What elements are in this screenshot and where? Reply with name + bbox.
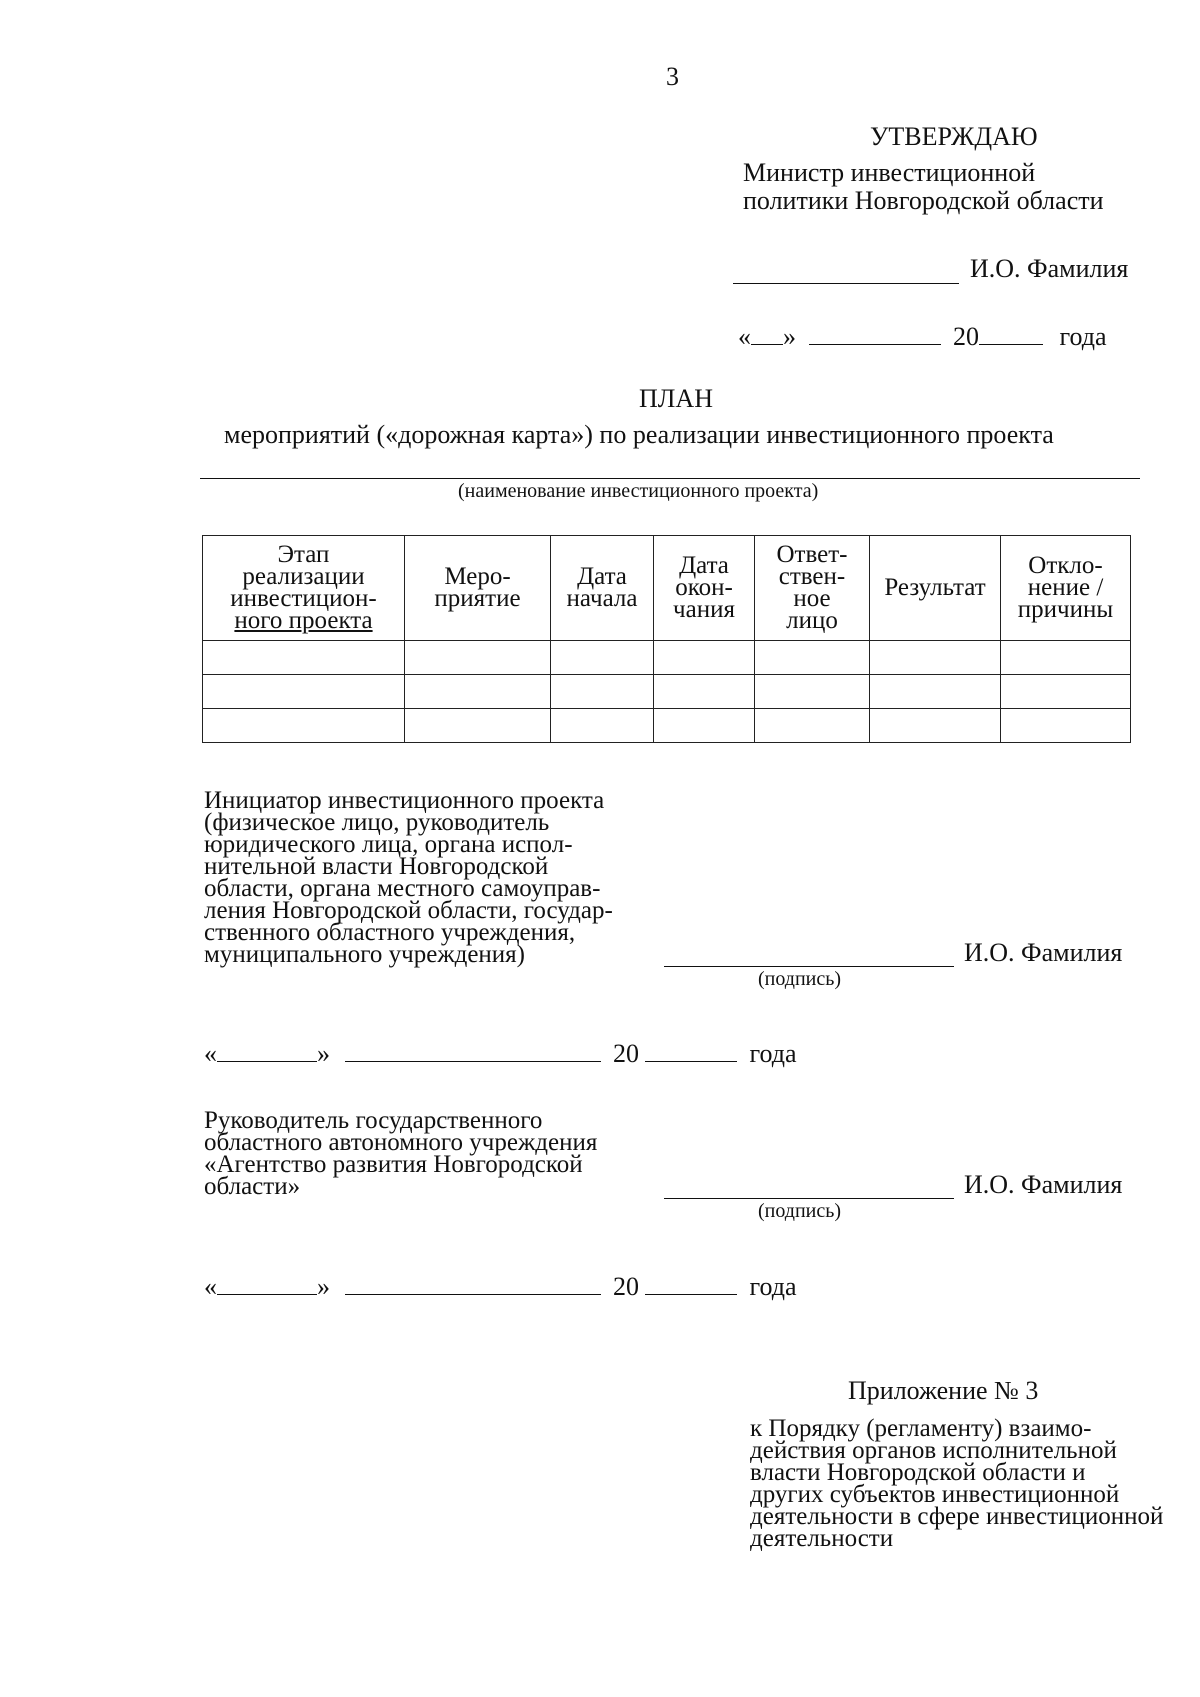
header-line: ного проекта (234, 607, 373, 634)
header-line: нение / (1027, 574, 1104, 601)
table-cell (551, 709, 654, 743)
director-date (204, 1272, 797, 1302)
header-line: приятие (434, 585, 521, 612)
approval-heading: УТВЕРЖДАЮ (870, 122, 1038, 151)
table-cell (654, 709, 755, 743)
header-line: Этап (277, 541, 330, 568)
director-line: областного автономного учреждения (204, 1129, 598, 1156)
approval-name: И.О. Фамилия (970, 254, 1129, 283)
date-close-quote: » (317, 1272, 330, 1301)
date-year-blank (645, 1061, 737, 1062)
plan-title: ПЛАН (639, 384, 713, 413)
initiator-line: юридического лица, органа испол- (204, 831, 573, 858)
header-line: ное (793, 585, 831, 612)
header-line: начала (566, 585, 638, 612)
header-line: чания (673, 596, 735, 623)
initiator-line: муниципального учреждения) (204, 941, 526, 968)
appendix-line: власти Новгородской области и (750, 1459, 1086, 1486)
initiator-line: нительной власти Новгородской (204, 853, 549, 880)
director-name: И.О. Фамилия (964, 1170, 1123, 1199)
initiator-date (204, 1039, 797, 1069)
date-open-quote: « (204, 1272, 217, 1301)
date-year-prefix: 20 (613, 1272, 639, 1301)
project-name-line (200, 478, 1140, 479)
table-cell (203, 641, 405, 675)
initiator-line: ления Новгородской области, государ- (204, 897, 613, 924)
approval-position-line: Министр инвестиционной (743, 158, 1036, 187)
director-text (204, 1107, 598, 1200)
director-line: Руководитель государственного (204, 1107, 543, 1134)
table-header-result (870, 536, 1001, 641)
date-close-quote: » (783, 322, 796, 351)
table-header-responsible (755, 536, 870, 641)
table-cell (755, 675, 870, 709)
table-row (203, 709, 1131, 743)
table-cell (405, 709, 551, 743)
table-header-row (203, 536, 1131, 641)
director-signature-line (664, 1198, 954, 1199)
initiator-line: ственного областного учреждения, (204, 919, 576, 946)
table-header-activity (405, 536, 551, 641)
header-line: инвестицион- (230, 585, 377, 612)
appendix-line: деятельности (750, 1525, 894, 1552)
header-line: реализации (242, 563, 365, 590)
table-cell (870, 675, 1001, 709)
initiator-name: И.О. Фамилия (964, 938, 1123, 967)
plan-table (202, 535, 1131, 743)
initiator-text (204, 787, 613, 968)
table-cell (1001, 641, 1131, 675)
director-line: «Агентство развития Новгородской (204, 1151, 583, 1178)
table-cell (654, 641, 755, 675)
date-year-suffix: года (1059, 322, 1107, 351)
header-line: ствен- (778, 563, 846, 590)
initiator-line: (физическое лицо, руководитель (204, 809, 550, 836)
header-line: Ответ- (776, 541, 848, 568)
appendix-line: других субъектов инвестиционной (750, 1481, 1120, 1508)
initiator-signature-line (664, 966, 954, 967)
table-cell (755, 641, 870, 675)
director-signature-caption: (подпись) (758, 1200, 842, 1222)
header-line: Меро- (444, 563, 511, 590)
table-cell (203, 709, 405, 743)
appendix-text (750, 1415, 1164, 1552)
table-cell (405, 641, 551, 675)
table-cell (551, 675, 654, 709)
table-header-start-date (551, 536, 654, 641)
plan-subtitle: мероприятий («дорожная карта») по реализации инвестиционного проекта (224, 420, 1054, 449)
header-line: Дата (577, 563, 627, 590)
table-cell (203, 675, 405, 709)
table-cell (1001, 675, 1131, 709)
initiator-signature-caption: (подпись) (758, 968, 842, 990)
date-open-quote: « (204, 1039, 217, 1068)
date-day-blank (217, 1061, 317, 1062)
initiator-line: области, органа местного самоуправ- (204, 875, 601, 902)
appendix-title: Приложение № 3 (848, 1376, 1039, 1405)
table-header-deviation (1001, 536, 1131, 641)
date-open-quote: « (738, 322, 751, 351)
header-line: Дата (679, 552, 729, 579)
header-line: лицо (786, 607, 838, 634)
table-cell (551, 641, 654, 675)
appendix-line: к Порядку (регламенту) взаимо- (750, 1415, 1092, 1442)
date-close-quote: » (317, 1039, 330, 1068)
page-number: 3 (666, 62, 679, 91)
approval-date (738, 322, 1107, 352)
header-line: Результат (884, 574, 986, 601)
director-line: области» (204, 1173, 301, 1200)
date-year-prefix: 20 (613, 1039, 639, 1068)
date-year-suffix: года (749, 1039, 797, 1068)
table-cell (755, 709, 870, 743)
date-month-blank (345, 1294, 601, 1295)
table-cell (1001, 709, 1131, 743)
table-cell (654, 675, 755, 709)
table-header-stage (203, 536, 405, 641)
appendix-line: действия органов исполнительной (750, 1437, 1117, 1464)
date-year-blank (979, 344, 1043, 345)
date-day-blank (751, 344, 783, 345)
date-year-blank (645, 1294, 737, 1295)
header-line: Откло- (1028, 552, 1103, 579)
date-year-prefix: 20 (953, 322, 979, 351)
header-line: окон- (675, 574, 733, 601)
date-day-blank (217, 1294, 317, 1295)
table-cell (405, 675, 551, 709)
initiator-line: Инициатор инвестиционного проекта (204, 787, 605, 814)
approval-position-line: политики Новгородской области (743, 186, 1104, 215)
table-cell (870, 641, 1001, 675)
table-row (203, 675, 1131, 709)
project-name-caption: (наименование инвестиционного проекта) (458, 480, 819, 502)
date-month-blank (345, 1061, 601, 1062)
table-row (203, 641, 1131, 675)
table-cell (870, 709, 1001, 743)
approval-signature-line (733, 283, 959, 284)
header-line: причины (1017, 596, 1114, 623)
date-month-blank (809, 344, 941, 345)
appendix-line: деятельности в сфере инвестиционной (750, 1503, 1164, 1530)
date-year-suffix: года (749, 1272, 797, 1301)
table-header-end-date (654, 536, 755, 641)
